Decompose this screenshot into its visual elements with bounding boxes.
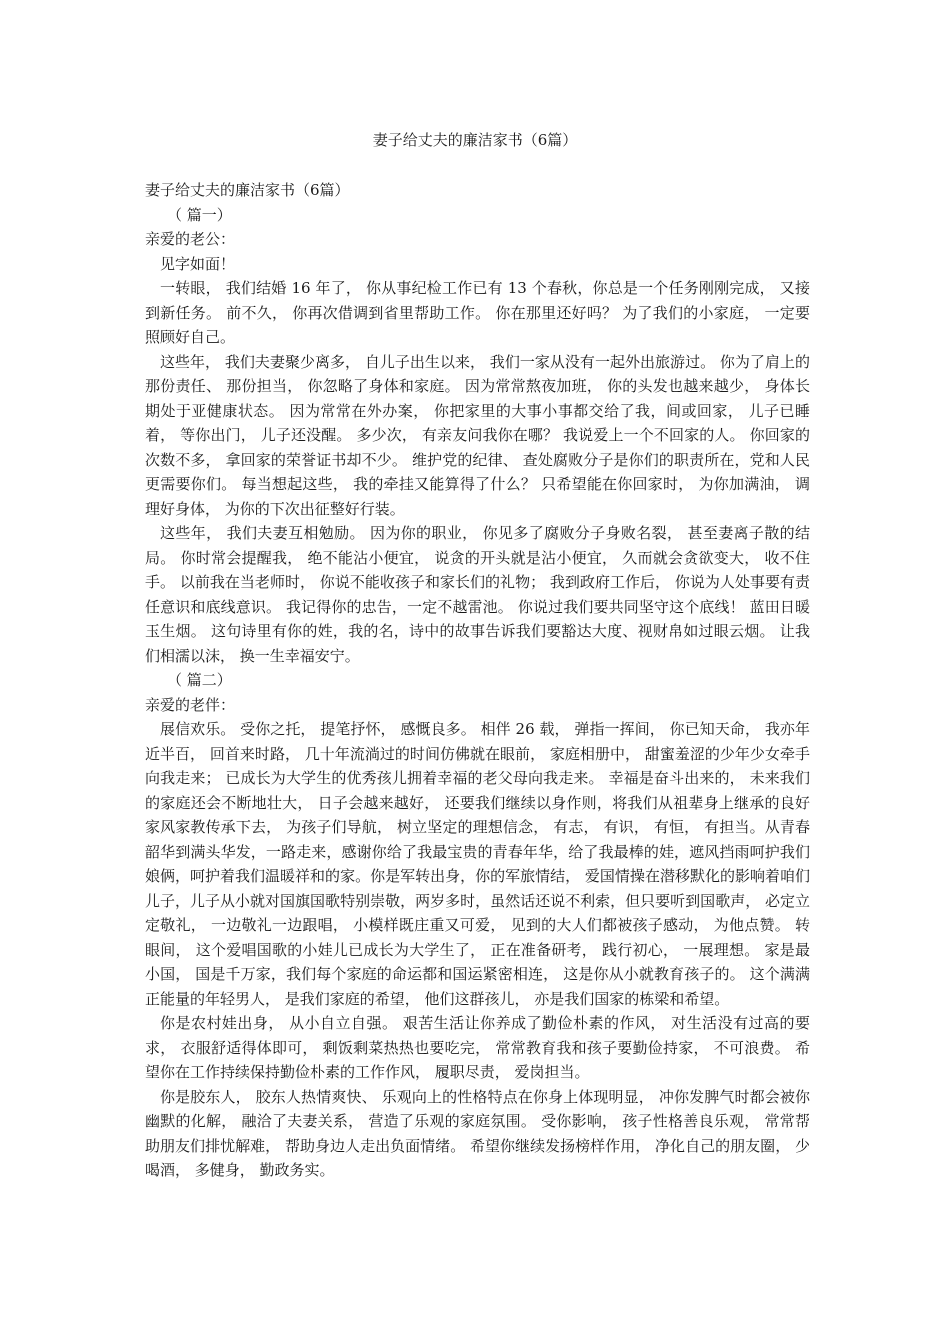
paragraph: 你是农村娃出身， 从小自立自强。 艰苦生活让你养成了勤俭朴素的作风， 对生活没有过高的要求， 衣服舒适得体即可， 剩饭剩菜热热也要吃完， 常常教育我和孩子要勤俭持家， 不可浪费。 希望你在工作持续保持勤俭朴素的工作作风， 履职尽责， 爱岗担当。 (145, 1014, 810, 1081)
salutation-1: 亲爱的老公： (145, 230, 236, 248)
paragraph: 一转眼， 我们结婚 16 年了， 你从事纪检工作已有 13 个春秋，你总是一个任务刚刚完成， 又接到新任务。 前不久， 你再次借调到省里帮助工作。 你在那里还好吗？ 为了我们的小家庭， 一定要照顾好自己。 (145, 279, 810, 346)
paragraph: 展信欢乐。 受你之托， 提笔抒怀， 感慨良多。 相伴 26 载， 弹指一挥间， 你已知天命， 我亦年近半百， 回首来时路， 几十年流淌过的时间仿佛就在眼前， 家庭相册中， 甜蜜羞涩的少年少女牵手向我走来； 已成长为大学生的优秀孩儿拥着幸福的老父母向我走来。 幸福是奋斗出来的， 未来我们的家庭还会不断地壮大， 日子会越来越好， 还要我们继续以身作则，将我们从祖辈身上继承的良好家风家教传承下去， 为孩子们导航， 树立坚定的理想信念， 有志， 有识， 有恒， 有担当。从青春韶华到满头华发，一路走来，感谢你给了我最宝贵的青春年华，给了我最棒的娃，遮风挡雨呵护我们娘俩，呵护着我们温暖祥和的家。你是军转出身，你的军旅情结， 爱国情操在潜移默化的影响着咱们儿子，儿子从小就对国旗国歌特别崇敬，两岁多时，虽然话还说不利索，但只要听到国歌声， 必定立定敬礼， 一边敬礼一边跟唱， 小模样既庄重又可爱， 见到的大人们都被孩子感动， 为他点赞。 转眼间， 这个爱唱国歌的小娃儿已成长为大学生了， 正在准备研考， 践行初心， 一展理想。 家是最小国， 国是千万家，我们每个家庭的命运都和国运紧密相连， 这是你从小就教育孩子的。 这个满满正能量的年轻男人， 是我们家庭的希望， 他们这群孩儿， 亦是我们国家的栋梁和希望。 (145, 720, 810, 1008)
section-heading-2: （ 篇二） (167, 671, 232, 689)
document-body (145, 178, 810, 1183)
salutation-2: 亲爱的老伴： (145, 695, 236, 714)
paragraph: 这些年， 我们夫妻聚少离多， 自儿子出生以来， 我们一家从没有一起外出旅游过。 你为了肩上的那份责任、 那份担当， 你忽略了身体和家庭。 因为常常熬夜加班， 你的头发也越来越少， 身体长期处于亚健康状态。 因为常常在外办案， 你把家里的大事小事都交给了我，间或回家， 儿子已睡着， 等你出门， 儿子还没醒。 多少次， 有亲友问我你在哪？ 我说爱上一个不回家的人。 你回家的次数不多， 拿回家的荣誉证书却不少。 维护党的纪律、 查处腐败分子是你们的职责所在，党和人民更需要你们。 每当想起这些， 我的牵挂又能算得了什么？ 只希望能在你回家时， 为你加满油， 调理好身体， 为你的下次出征整好行装。 (145, 352, 810, 518)
page-title: 妻子给丈夫的廉洁家书（6篇） (372, 131, 578, 149)
document-subtitle: 妻子给丈夫的廉洁家书（6篇） (145, 181, 350, 199)
paragraph: 这些年， 我们夫妻互相勉励。 因为你的职业， 你见多了腐败分子身败名裂， 甚至妻离子散的结局。 你时常会提醒我， 绝不能沾小便宜， 说贪的开头就是沾小便宜， 久而就会贪欲变大， 收不住手。 以前我在当老师时， 你说不能收孩子和家长们的礼物； 我到政府工作后， 你说为人处事要有责任意识和底线意识。 我记得你的忠告，一定不越雷池。 你说过我们要共同坚守这个底线！ 蓝田日暖玉生烟。 这句诗里有你的姓，我的名，诗中的故事告诉我们要豁达大度、视财帛如过眼云烟。 让我们相濡以沫， 换一生幸福安宁。 (145, 524, 810, 665)
paragraph: 见字如面！ (160, 254, 236, 273)
section-heading-1: （ 篇一） (167, 205, 232, 224)
paragraph: 你是胶东人， 胶东人热情爽快、 乐观向上的性格特点在你身上体现明显， 冲你发脾气时都会被你幽默的化解， 融洽了夫妻关系， 营造了乐观的家庭氛围。 受你影响， 孩子性格善良乐观， 常常帮助朋友们排忧解难， 帮助身边人走出负面情绪。 希望你继续发扬榜样作用， 净化自己的朋友圈， 少喝酒， 多健身， 勤政务实。 (145, 1087, 810, 1179)
